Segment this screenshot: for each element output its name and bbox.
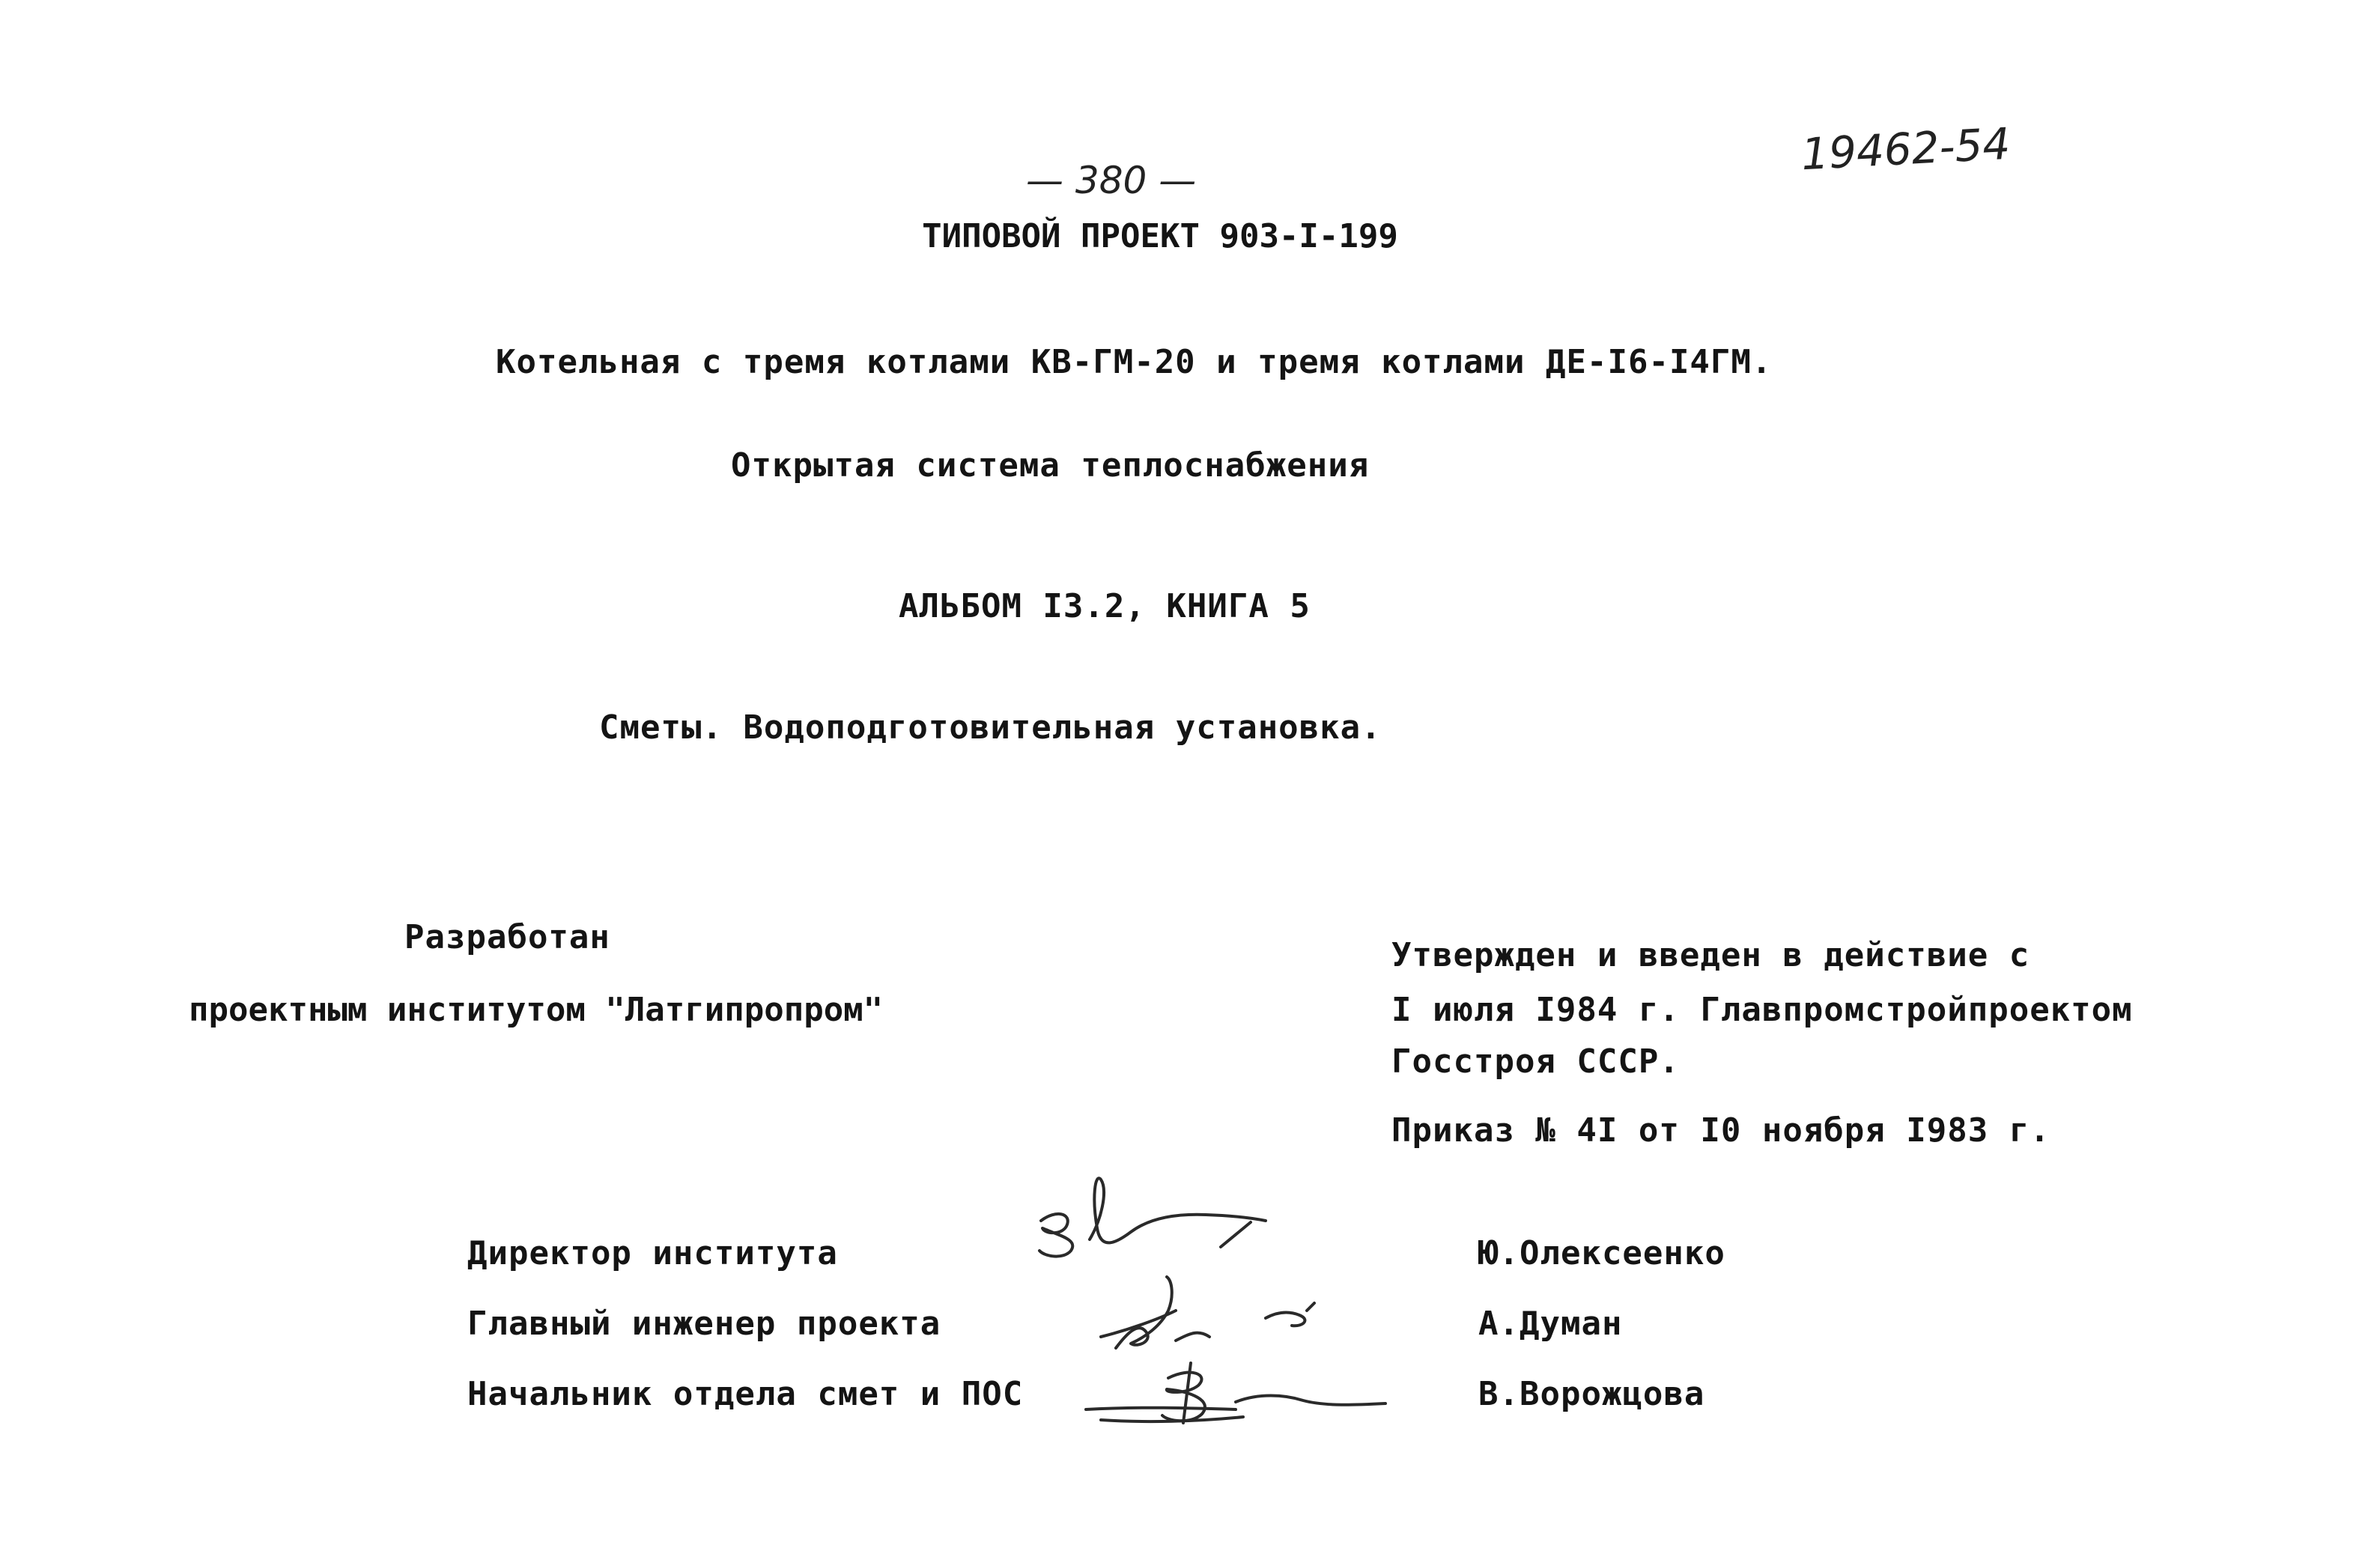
- document-subtitle: Открытая система теплоснабжения: [731, 446, 1370, 485]
- developer-label: Разработан: [404, 918, 610, 956]
- signature-estimates-head: [1078, 1348, 1393, 1438]
- signatory-name-estimates-head: В.Ворожцова: [1478, 1375, 1705, 1413]
- project-designation: ТИПОВОЙ ПРОЕКТ 903-I-199: [922, 217, 1398, 255]
- archive-number: 19462-54: [1800, 118, 2012, 180]
- signatory-role-estimates-head: Начальник отдела смет и ПОС: [467, 1375, 1024, 1413]
- approval-line-2: I июля I984 г. Главпромстройпроектом: [1391, 991, 2133, 1029]
- developer-institute: проектным институтом "Латгипропром": [189, 991, 884, 1029]
- signatory-role-director: Директор института: [467, 1234, 838, 1272]
- approval-line-1: Утвержден и введен в действие с: [1391, 936, 2030, 974]
- document-title: Котельная с тремя котлами КВ-ГМ-20 и тремя котлами ДЕ-I6-I4ГМ.: [496, 343, 1773, 381]
- approval-line-3: Госстроя СССР.: [1391, 1042, 1680, 1081]
- signatory-name-director: Ю.Олексеенко: [1478, 1234, 1725, 1272]
- page-number: — 380 —: [1026, 159, 1197, 202]
- section-title: Сметы. Водоподготовительная установка.: [599, 708, 1382, 747]
- approval-order: Приказ № 4I от I0 ноября I983 г.: [1391, 1111, 2050, 1150]
- signature-director: [1026, 1168, 1281, 1281]
- signatory-name-chief-engineer: А.Думан: [1478, 1305, 1623, 1343]
- signatory-role-chief-engineer: Главный инженер проекта: [467, 1305, 941, 1343]
- album-book: АЛЬБОМ I3.2, КНИГА 5: [899, 587, 1311, 625]
